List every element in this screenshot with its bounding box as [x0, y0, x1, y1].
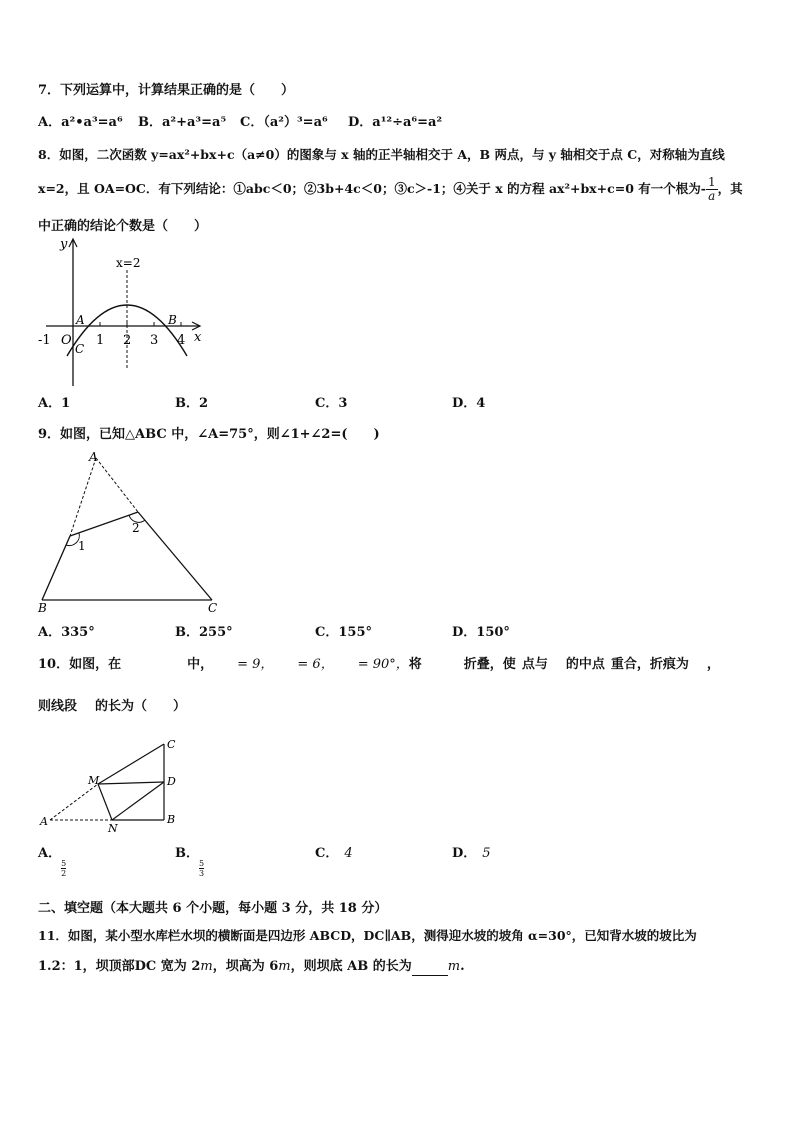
- x-axis-label: x: [194, 330, 202, 345]
- point-d-label: D: [167, 775, 176, 788]
- tick-label-1: 1: [96, 333, 105, 348]
- q7-option-a: A．a²•a³=a⁶: [38, 115, 123, 130]
- q10-option-a: A． $\frac{5}{2}$: [38, 846, 67, 878]
- tick-label-2: 2: [123, 333, 132, 348]
- dashed-side-ab: [70, 458, 96, 536]
- q8-line3: 中正确的结论个数是（ ）: [38, 219, 208, 234]
- vertex-a-label: A: [89, 450, 98, 464]
- q8-fraction: $\frac{1}{a}$: [707, 175, 716, 203]
- answer-blank[interactable]: [412, 962, 448, 976]
- point-m-label: M: [88, 774, 100, 787]
- q9-option-b: B．255°: [175, 625, 233, 640]
- tick-label-3: 3: [150, 333, 159, 348]
- origin-label: O: [61, 333, 72, 348]
- q10-option-b: B． $\frac{5}{3}$: [175, 846, 205, 878]
- q10-line2: 则线段 的长为（ ）: [38, 699, 187, 714]
- q7-option-c: C．（a²）³=a⁶: [240, 115, 328, 130]
- q11-line2: 1.2：1，坝顶部DC 宽为 2m，坝高为 6m，则坝底 AB 的长为 m.: [38, 959, 465, 974]
- side-c: [138, 512, 212, 600]
- side-b: [42, 536, 70, 600]
- tick-label-4: 4: [177, 333, 186, 348]
- point-a-label: A: [76, 313, 85, 327]
- segment-mc: [98, 744, 164, 784]
- q8-line1: 8．如图，二次函数 y=ax²+bx+c（a≠0）的图象与 x 轴的正半轴相交于 A，B 两点，与 y 轴相交于点 C，对称轴为直线: [38, 147, 725, 162]
- q7-option-d: D．a¹²÷a⁶=a²: [348, 115, 443, 130]
- q8-option-a: A．1: [38, 396, 71, 411]
- q7-option-b: B．a²+a³=a⁵: [138, 115, 227, 130]
- angle-2-label: 2: [132, 521, 140, 535]
- q10-option-b-fraction: $\frac{5}{3}$: [199, 859, 205, 878]
- point-c-label: C: [167, 738, 176, 751]
- y-axis-label: y: [60, 237, 68, 252]
- q7-stem: 7．下列运算中，计算结果正确的是（ ）: [38, 83, 295, 98]
- cut-line: [70, 512, 138, 536]
- angle-1-label: 1: [78, 539, 86, 553]
- point-a-label: A: [40, 815, 48, 828]
- dashed-side-ac: [96, 458, 138, 512]
- dashed-am: [50, 784, 98, 820]
- point-c-label: C: [75, 342, 85, 356]
- point-n-label: N: [108, 822, 118, 834]
- q8-option-b: B．2: [175, 396, 209, 411]
- q11-line1: 11．如图，某小型水库栏水坝的横断面是四边形 ABCD，DC∥AB，测得迎水坡的坡角 α=30°，已知背水坡的坡比为: [38, 928, 697, 943]
- q9-triangle-figure: [34, 448, 234, 618]
- q9-stem: 9．如图，已知△ABC 中，∠A=75°，则∠1+∠2=( ): [38, 427, 380, 442]
- q9-option-d: D．150°: [452, 625, 510, 640]
- q8-option-d: D．4: [452, 396, 486, 411]
- q9-option-a: A．335°: [38, 625, 95, 640]
- vertex-c-label: C: [208, 601, 218, 615]
- vertex-b-label: B: [38, 601, 47, 615]
- q9-option-c: C．155°: [315, 625, 372, 640]
- segment-nd: [112, 782, 164, 820]
- q10-fold-figure: [34, 734, 194, 834]
- q10-option-a-fraction: $\frac{5}{2}$: [61, 859, 67, 878]
- q8-parabola-figure: [34, 236, 214, 392]
- symmetry-label: x=2: [116, 256, 141, 270]
- tick-label-neg1: -1: [38, 333, 51, 348]
- q10-line1: 10．如图，在 中， = 9， = 6， = 90°，将 折叠，使 点与 的中点 重合，折痕为 ，: [38, 657, 720, 672]
- q10-option-c: C． 4: [315, 846, 353, 861]
- fold-line-mn: [98, 784, 112, 820]
- q8-option-c: C．3: [315, 396, 348, 411]
- point-b-label: B: [167, 813, 176, 826]
- q8-line2: x=2，且 OA=OC．有下列结论：①abc＜0；②3b+4c＜0；③c＞-1；④关于 x 的方程 ax²+bx+c=0 有一个根为- $\frac{1}{a}$ ，其: [38, 175, 743, 203]
- q10-option-d: D． 5: [452, 846, 491, 861]
- point-b-label: B: [168, 313, 177, 327]
- segment-md: [98, 782, 164, 784]
- section-2-heading: 二、填空题（本大题共 6 个小题，每小题 3 分，共 18 分）: [38, 901, 388, 916]
